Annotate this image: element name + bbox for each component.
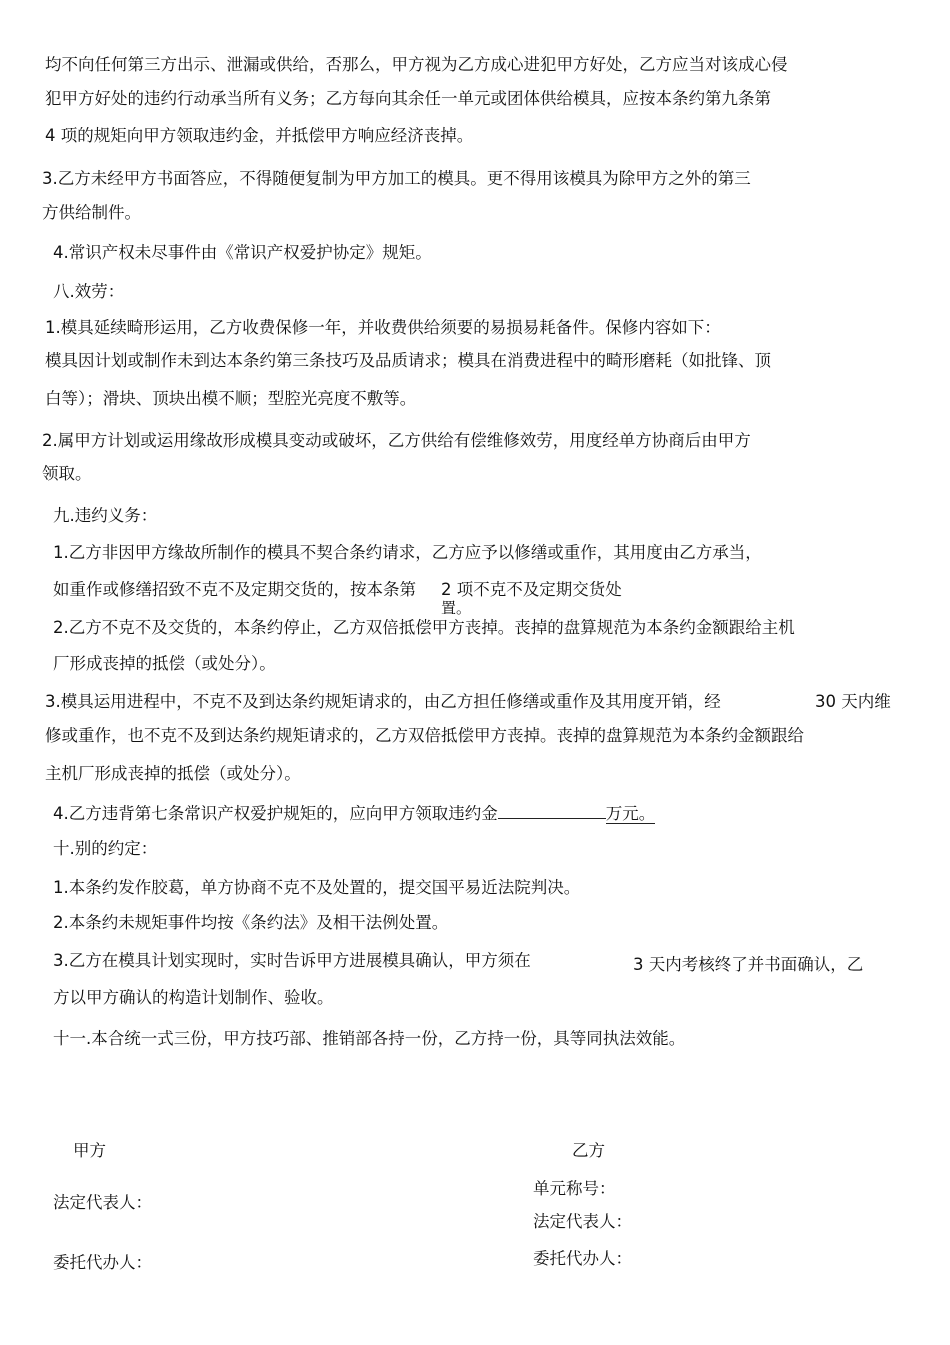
party-b-unit-name-label: 单元称号： bbox=[533, 1179, 616, 1198]
text-line: 1.本条约发作胶葛，单方协商不克不及处置的，提交国平易近法院判决。 bbox=[53, 878, 581, 897]
text-line: 十一.本合统一式三份，甲方技巧部、推销部各持一份，乙方持一份，具等同执法效能。 bbox=[53, 1029, 686, 1048]
party-b-agent-label: 委托代办人： bbox=[533, 1249, 632, 1268]
text-line: 修或重作，也不克不及到达条约规矩请求的，乙方双倍抵偿甲方丧掉。丧掉的盘算规范为本条约金额跟给 bbox=[45, 726, 804, 745]
party-a-agent-label: 委托代办人： bbox=[53, 1253, 152, 1272]
section-heading: 九.违约义务： bbox=[53, 506, 158, 525]
party-a-title: 甲方 bbox=[73, 1141, 106, 1160]
text-line: 2.属甲方计划或运用缘故形成模具变动或破坏，乙方供给有偿维修效劳，用度经单方协商后由甲方 bbox=[42, 431, 751, 450]
text-segment: 万元。 bbox=[605, 804, 656, 823]
text-line: 模具因计划或制作未到达本条约第三条技巧及品质请求；模具在消费进程中的畸形磨耗（如批锋、顶 bbox=[45, 351, 771, 370]
section-heading: 八.效劳： bbox=[53, 282, 125, 301]
text-line: 30 天内维 bbox=[815, 692, 891, 711]
text-line: 2 项不克不及定期交货处 bbox=[441, 580, 622, 599]
text-line: 犯甲方好处的违约行动承当所有义务；乙方每向其余任一单元或团体供给模具，应按本条约第九条第 bbox=[45, 89, 771, 108]
text-line bbox=[53, 803, 655, 825]
text-line: 厂形成丧掉的抵偿（或处分）。 bbox=[53, 654, 276, 673]
party-b-legal-rep-label: 法定代表人： bbox=[533, 1212, 632, 1231]
text-line: 3.模具运用进程中，不克不及到达条约规矩请求的，由乙方担任修缮或重作及其用度开销，经 bbox=[45, 692, 721, 711]
party-a-legal-rep-label: 法定代表人： bbox=[53, 1193, 152, 1212]
text-line: 3.乙方未经甲方书面答应，不得随便复制为甲方加工的模具。更不得用该模具为除甲方之外的第三 bbox=[42, 169, 751, 188]
text-line: 方以甲方确认的构造计划制作、验收。 bbox=[53, 988, 334, 1007]
text-line: 3 天内考核终了并书面确认，乙 bbox=[633, 955, 864, 974]
party-b-title: 乙方 bbox=[572, 1141, 605, 1160]
text-line: 均不向任何第三方出示、泄漏或供给，否那么，甲方视为乙方成心进犯甲方好处，乙方应当对该成心侵 bbox=[45, 55, 788, 74]
text-line: 1.模具延续畸形运用，乙方收费保修一年，并收费供给须要的易损易耗备件。保修内容如下： bbox=[45, 318, 721, 337]
text-line: 领取。 bbox=[42, 464, 92, 483]
text-line: 置。 bbox=[441, 599, 472, 617]
amount-blank bbox=[498, 803, 606, 819]
text-line: 如重作或修缮招致不克不及定期交货的，按本条第 bbox=[53, 580, 416, 599]
section-heading: 十.别的约定： bbox=[53, 839, 158, 858]
text-line: 3.乙方在模具计划实现时，实时告诉甲方进展模具确认，甲方须在 bbox=[53, 951, 531, 970]
text-line: 2.本条约未规矩事件均按《条约法》及相干法例处置。 bbox=[53, 913, 449, 932]
text-line: 方供给制件。 bbox=[42, 203, 141, 222]
text-line: 4.常识产权未尽事件由《常识产权爱护协定》规矩。 bbox=[53, 243, 432, 262]
text-line: 1.乙方非因甲方缘故所制作的模具不契合条约请求，乙方应予以修缮或重作，其用度由乙方承当， bbox=[53, 543, 762, 562]
text-line: 主机厂形成丧掉的抵偿（或处分）。 bbox=[45, 764, 301, 783]
text-line: 4 项的规矩向甲方领取违约金，并抵偿甲方响应经济丧掉。 bbox=[45, 126, 474, 145]
text-segment: 4.乙方违背第七条常识产权爱护规矩的，应向甲方领取违约金 bbox=[53, 804, 498, 823]
text-line: 白等）；滑块、顶块出模不顺；型腔光亮度不敷等。 bbox=[45, 389, 417, 408]
text-line: 2.乙方不克不及交货的，本条约停止，乙方双倍抵偿甲方丧掉。丧掉的盘算规范为本条约金额跟给主机 bbox=[53, 618, 795, 637]
